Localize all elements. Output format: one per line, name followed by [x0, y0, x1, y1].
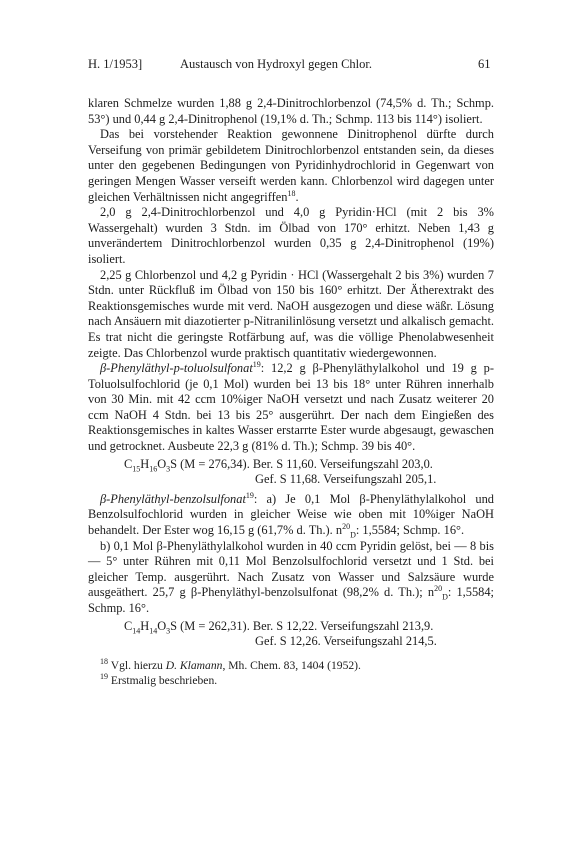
- paragraph-3: 2,0 g 2,4-Dinitrochlorbenzol und 4,0 g Pyridin·HCl (mit 2 bis 3% Wassergehalt) wurden 3 Stdn. im Ölbad von 170° erhitzt. Neben 1,43 g unverändertem Dinitrochlorbenzol wurden 0,35 g 2,4-Dinitrophenol (19%) isoliert.: [88, 205, 494, 266]
- paragraph-2: [88, 127, 494, 205]
- paragraph-4: 2,25 g Chlorbenzol und 4,2 g Pyridin · HCl (Wassergehalt 2 bis 3%) wurden 7 Stdn. unter Rückfluß im Ölbad von 150 bis 160° erhitzt. Der Ätherextrakt des Reaktionsgemisches wurde mit verd. NaOH ausgezogen und diese wäßr. Lösung nach Ansäuern mit diazotierter p-Nitranilinlösung versetzt und alkalisch gemacht. Es trat nicht die geringste Rotfärbung auf, was die völlige Phenolabwesenheit zeigte. Das Chlorbenzol wurde praktisch quantitativ wiedergewonnen.: [88, 267, 494, 360]
- paragraph-1: klaren Schmelze wurden 1,88 g 2,4-Dinitrochlorbenzol (74,5% d. Th.; Schmp. 53°) und 0,44 g 2,4-Dinitrophenol (19,1% d. Th.; Schmp. 113 bis 114°) isoliert.: [88, 96, 494, 126]
- f2-sub-c: 14: [132, 626, 141, 636]
- f1-rest: S (M = 276,34). Ber. S 11,60. Verseifungszahl 203,0.: [170, 456, 433, 471]
- refractive-index-sup-2: 20: [434, 584, 443, 594]
- formula-1: [88, 457, 494, 488]
- refractive-index-sup: 20: [342, 521, 351, 531]
- footnote-ref-19: 19: [252, 359, 261, 369]
- footnotes: [88, 658, 494, 688]
- footnote-19: [88, 673, 494, 688]
- paragraph-7: [88, 539, 494, 617]
- footnote-19-mark: 19: [100, 671, 108, 681]
- formula-2-found: Gef. S 12,26. Verseifungszahl 214,5.: [255, 634, 437, 649]
- paragraph-6-text: : a) Je 0,1 Mol β-Phenyläthylalkohol und Benzolsulfochlorid wurden in gleicher Weise wie oben mit 10%iger NaOH behandelt. Der Ester wog 16,15 g (61,7% d. Th.). n: [88, 491, 494, 538]
- f1-sub-c: 15: [132, 464, 141, 474]
- formula-1-calculated: [88, 457, 494, 473]
- formula-2-calculated: [88, 619, 494, 635]
- f1-element-c: C: [124, 456, 133, 471]
- footnote-18: [88, 658, 494, 673]
- footnote-ref-19b: 19: [245, 490, 254, 500]
- f1-element-h: H: [140, 456, 150, 471]
- refractive-index-sub-2: D: [442, 592, 448, 602]
- running-header-left: H. 1/1953]: [88, 57, 143, 71]
- main-text: [88, 96, 494, 688]
- f1-element-o: O: [157, 456, 167, 471]
- compound-name-toluolsulfonat: β-Phenyläthyl-p-toluolsulfonat: [100, 361, 253, 376]
- page-number: 61: [478, 57, 491, 71]
- f2-element-h: H: [140, 618, 150, 633]
- footnote-ref-18: 18: [287, 188, 296, 198]
- formula-2: [88, 619, 494, 650]
- f1-sub-h: 16: [149, 464, 158, 474]
- formula-1-found: Gef. S 11,68. Verseifungszahl 205,1.: [255, 472, 437, 487]
- refractive-index-sub: D: [350, 530, 356, 540]
- footnote-18-text: Vgl. hierzu: [110, 658, 166, 672]
- paragraph-6: [88, 492, 494, 539]
- f1-sub-o: 3: [166, 464, 171, 474]
- f2-sub-o: 3: [166, 626, 171, 636]
- f2-rest: S (M = 262,31). Ber. S 12,22. Verseifungszahl 213,9.: [170, 618, 434, 633]
- running-header-title: Austausch von Hydroxyl gegen Chlor.: [180, 57, 372, 71]
- compound-name-benzolsulfonat: β-Phenyläthyl-benzolsulfonat: [100, 491, 246, 506]
- paragraph-5: [88, 361, 494, 455]
- footnote-18-author: D. Klamann: [165, 658, 223, 672]
- paragraph-7-end: : 1,5584; Schmp. 16°.: [88, 585, 495, 615]
- f2-element-c: C: [124, 618, 133, 633]
- paragraph-2-text: Das bei vorstehender Reaktion gewonnene Dinitrophenol dürfte durch Verseifung von primär gebildetem Dinitrochlorbenzol entstanden sein, da dieses unter den gegebenen Bedingungen von Pyridinhydrochlorid in Gegenwart von geringen Mengen Wasser verseift werden kann. Chlorbenzol wird dagegen unter gleichen Verhältnissen nicht angegriffen: [88, 127, 494, 204]
- footnote-18-citation: , Mh. Chem. 83, 1404 (1952).: [222, 658, 361, 672]
- paragraph-7-text: b) 0,1 Mol β-Phenyläthylalkohol wurden in 40 ccm Pyridin gelöst, bei — 8 bis — 5° unter Rühren mit 0,11 Mol Benzolsulfochlorid versetzt und 1 Std. bei gleicher Temp. ausgerührt. Nach Zusatz von Wasser und Salzsäure wurde ausgeäthert. 25,7 g β-Phenyläthyl-benzolsulfonat (98,2% d. Th.); n: [88, 538, 494, 600]
- paragraph-5-text: : 12,2 g β-Phenyläthylalkohol und 19 g p-Toluolsulfochlorid (je 0,1 Mol) wurden bei 13 bis 18° unter Rühren innerhalb von 30 Min. mit 42 ccm 10%iger NaOH versetzt und nach Zusatz weiterer 20 ccm NaOH 4 Stdn. bei 13 bis 25° ausgerührt. Der nach dem Eingießen des Reaktionsgemisches in kaltes Wasser erstarrte Ester wurde abgesaugt, gewaschen und getrocknet. Ausbeute 22,3 g (81% d. Th.); Schmp. 39 bis 40°.: [88, 361, 494, 454]
- footnote-18-mark: 18: [100, 656, 108, 666]
- paragraph-2-end: .: [295, 189, 299, 204]
- paragraph-6-end: : 1,5584; Schmp. 16°.: [355, 523, 465, 538]
- f2-sub-h: 14: [149, 626, 158, 636]
- f2-element-o: O: [157, 618, 167, 633]
- footnote-19-text: Erstmalig beschrieben.: [110, 673, 218, 687]
